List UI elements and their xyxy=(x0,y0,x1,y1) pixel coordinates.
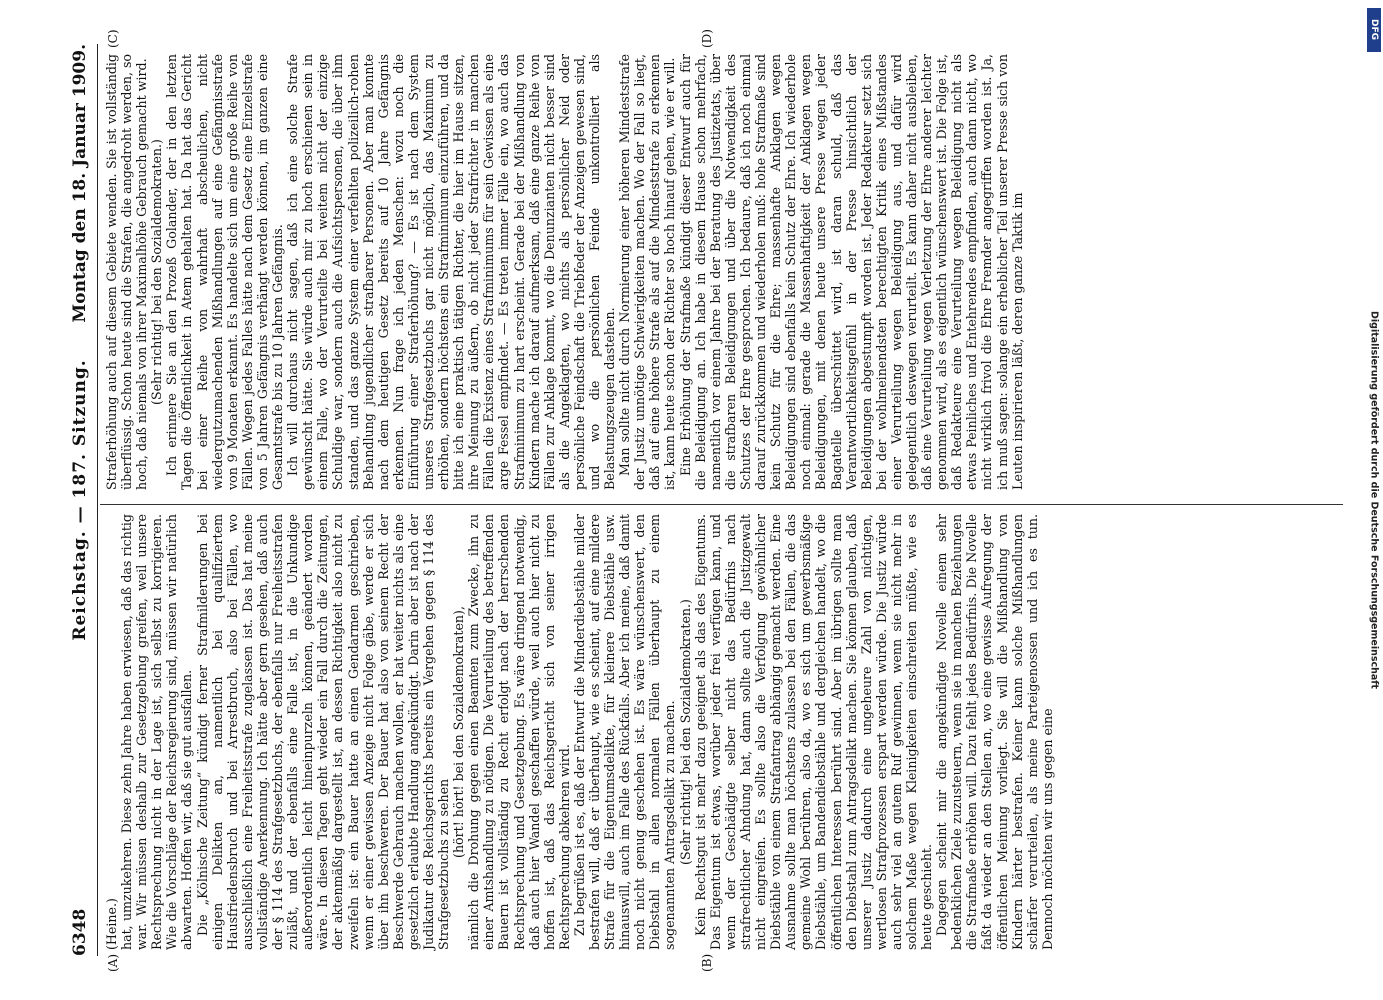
right-column-paragraph: Ich erinnere Sie an den Prozeß Golander, der in den letzten Tagen die Öffentlichkeit in Atem gehalten hat. Da hat das Gericht bei einer Reihe von wahrhaft abscheulichen, nicht wiedergutzumachenden Mißhandlungen auf eine Gefängnisstrafe von 9 Monaten erkannt. Es handelte sich um eine große Reihe von Fällen. Wegen jedes Falles hätte nach dem Gesetz eine Einzelstrafe von 5 Jahren Gefängnis verhängt werden können, im ganzen eine Gesamtstrafe bis zu 10 Jahren Gefängnis. xyxy=(164,54,286,490)
margin-marker-a: (A) xyxy=(106,953,120,972)
left-column-paragraph: Zu begrüßen ist es, daß der Entwurf die Minderdiebstähle milder bestrafen will, daß er überhaupt, wie es scheint, auf eine mildere Strafe für die Eigentumsdelikte, für kleinere Diebstähle usw. hinauswill, auch im Falle des Rückfalls. Aber ich meine, daß damit noch nicht genug geschehen ist. Es wäre wünschenswert, den Diebstahl in allen normalen Fällen überhaupt zu einem sogenannten Antragsdelikt zu machen. xyxy=(571,514,678,950)
left-column-paragraph: nämlich die Drohung gegen einen Beamten zum Zwecke, ihn zu einer Amtshandlung zu nötigen. Die Verurteilung des betreffenden Bauern ist vollständig zu Recht erfolgt nach der herrschenden Rechtsprechung und Gesetzgebung. Es wäre dringend notwendig, daß auch hier Wandel geschaffen würde, weil auch hier nicht zu hoffen ist, daß das Reichsgericht sich von seiner irrigen Rechtsprechung abkehren wird. xyxy=(466,514,572,950)
left-column xyxy=(104,514,1055,950)
left-column-paragraph: Dagegen scheint mir die angekündigte Novelle einem sehr bedenklichen Ziele zuzusteuern, wenn sie in manchen Beziehungen die Strafmaße erhöhen will. Dazu fehlt jedes Bedürfnis. Die Novelle faßt da wieder an den Stellen an, wo eine gewisse Aufregung der öffentlichen Meinung vorliegt. Sie will die Mißhandlung von Kindern härter bestrafen. Keiner kann solche Mißhandlungen schärfer verurteilen, als meine Parteigenossen und ich es tun. Dennoch möchten wir uns gegen eine xyxy=(934,514,1055,950)
session-title: Reichstag. — 187. Sitzung. xyxy=(70,359,90,641)
right-column-paragraph: Man sollte nicht durch Normierung einer höheren Mindeststrafe der Justiz unnötige Schwierigkeiten machen. Wo der Fall so liegt, daß auf eine höhere Strafe als auf die Mindeststrafe zu erkennen ist, kann heute schon der Richter so hoch hinauf gehen, wie er will. xyxy=(617,54,678,490)
margin-marker-d: (D) xyxy=(700,29,714,48)
left-column-paragraph: Kein Rechtsgut ist mehr dazu geeignet als das des Eigentums. Das Eigentum ist etwas, worüber jeder frei verfügen kann, und wenn der Geschädigte selber nicht das Bedürfnis nach strafrechtlicher Ahndung hat, dann sollte auch die Justizgewalt nicht eingreifen. Es sollte also die Verfolgung gewöhnlicher Diebstähle von einem Strafantrag abhängig gemacht werden. Eine Ausnahme sollte man höchstens zulassen bei den Fällen, die das gemeine Wohl berühren, also da, wo es sich um gewerbsmäßige Diebstähle, um Bandendiebstähle und dergleichen handelt, wo die öffentlichen Interessen berührt sind. Aber im übrigen sollte man den Diebstahl zum Antragsdelikt machen. Sie können glauben, daß unserer Justiz dadurch eine ungeheure Zahl von nichtigen, wertlosen Strafprozessen erspart werden würde. Die Justiz würde auch sehr viel an gutem Ruf gewinnen, wenn sie nicht mehr in solchem Maße wegen Kleinigkeiten einschreiten müßte, wie es heute geschieht. xyxy=(692,514,935,950)
margin-marker-c: (C) xyxy=(106,29,120,48)
session-date: Montag den 18. Januar 1909. xyxy=(70,44,90,323)
header-rule xyxy=(97,44,98,956)
column-divider xyxy=(100,504,1343,505)
left-column-paragraph: (Heine.) xyxy=(104,898,119,950)
dfg-logo xyxy=(1367,8,1381,52)
page-header xyxy=(70,44,96,956)
digitization-note-text: Digitalisierung gefördert durch die Deutsche Forschungsgemeinschaft xyxy=(1368,311,1380,689)
right-column xyxy=(104,54,1025,490)
margin-marker-b: (B) xyxy=(700,953,714,972)
digitization-note xyxy=(1365,0,1383,1000)
right-column-paragraph: Straferhöhung auch auf diesem Gebiete wenden. Sie ist vollständig überflüssig. Schon heute sind die Strafen, die angedroht werden, so hoch, daß niemals von ihrer Maximalhöhe Gebrauch gemacht wird. xyxy=(104,54,150,490)
right-column-paragraph: Ich will durchaus nicht sagen, daß ich eine solche Strafe gewünscht hätte. Sie würde auch mir zu hoch erschienen sein in einem Falle, wo der Verurteilte bei weitem nicht der einzige Schuldige war, sondern auch die Aufsichtspersonen, die über ihm standen, und das ganze System einer verfehlten polizeilich-rohen Behandlung jugendlicher strafbarer Personen. Aber man konnte nach dem heutigen Gesetz bereits auf 10 Jahre Gefängnis erkennen. Nun frage ich jeden Menschen: wozu noch die Einführung einer Straferhöhung? — Es ist nach dem System unseres Strafgesetzbuchs gar nicht möglich, das Maximum zu erhöhen, sondern höchstens ein Strafminimum einzuführen, und da bitte ich eine praktisch tätigen Richter, die hier im Hause sitzen, ihre Meinung zu äußern, ob nicht jeder Strafrichter in manchen Fällen die Existenz eines Strafminimums für sein Gewissen als eine arge Fessel empfindet. — Es treten immer Fälle ein, wo auch das Strafminimum zu hart erscheint. Gerade bei der Mißhandlung von Kindern mache ich darauf aufmerksam, daß eine ganze Reihe von Fällen zur Anklage kommt, wo die Denunzianten nicht besser sind als die Angeklagten, wo nichts als persönlicher Neid oder persönliche Feindschaft die Triebfeder der Anzeigen gewesen sind, und wo die persönlichen Feinde unkontrolliert als Belastungszeugen dastehen. xyxy=(285,54,618,490)
left-column-paragraph: Die „Kölnische Zeitung“ kündigt ferner Strafmilderungen bei einigen Delikten an, namentlich bei qualifiziertem Hausfriedensbruch und bei Arrestbruch, also bei Fällen, wo ausschließlich eine Freiheitsstrafe zugelassen ist. Das hat meine vollständige Anerkennung. Ich hätte aber gern gesehen, daß auch der § 114 des Strafgesetzbuchs, der ebenfalls nur Freiheitsstrafen zuläßt, und der ebenfalls eine Falle ist, in die Unkundige außerordentlich leicht hineinpurzeln können, geändert worden wäre. In diesen Tagen geht wieder ein Fall durch die Zeitungen, der aktenmäßig dargestellt ist, an dessen Richtigkeit also nicht zu zweifeln ist: ein Bauer hatte an einen Gendarmen geschrieben, wenn er einer gewissen Anzeige nicht Folge gäbe, werde er sich über ihn beschweren. Der Bauer hat also von seinem Recht der Beschwerde Gebrauch machen wollen, er hat weiter nichts als eine gesetzlich erlaubte Handlung angekündigt. Darin aber ist nach der Judikatur des Reichsgerichts bereits ein Vergehen gegen § 114 des Strafgesetzbuchs zu sehen xyxy=(194,514,452,950)
right-column-paragraph: (Sehr richtig! bei den Sozialdemokraten.) xyxy=(149,139,165,405)
left-column-paragraph: hat, umzukehren. Diese zehn Jahre haben erwiesen, daß das richtig war. Wir müssen deshalb zur Gesetzgebung greifen, weil unsere Rechtsprechung nicht in der Lage ist, sich selbst zu korrigieren. Wie die Vorschläge der Reichsregierung sind, müssen wir natürlich abwarten. Hoffen wir, daß sie gut ausfallen. xyxy=(119,514,195,950)
right-column-paragraph: Eine Erhöhung der Strafmaße kündigt dieser Entwurf auch für die Beleidigung an. Ich habe in diesem Hause schon mehrfach, namentlich vor einem Jahre bei der Beratung des Justizetats, über die strafbaren Beleidigungen und über die Notwendigkeit des Schutzes der Ehre gesprochen. Ich bedaure, daß ich noch einmal darauf zurückkommen und wiederholen muß: hohe Strafmaße sind kein Schutz für die Ehre; massenhafte Anklagen wegen Beleidigungen sind ebenfalls kein Schutz der Ehre. Ich wiederhole noch einmal: gerade die Massenhaftigkeit der Anklagen wegen Beleidigungen, mit denen heute unsere Presse wegen jeder Bagatelle überschüttet wird, ist daran schuld, daß das Verantwortlichkeitsgefühl in der Presse hinsichtlich der Beleidigungen abgestumpft worden ist. Jeder Redakteur setzt sich bei der wohlmeinendsten berechtigten Kritik eines Mißstandes einer Verurteilung wegen Beleidigung aus, und dafür wird gelegentlich deswegen verurteilt. Es kann daher nicht ausbleiben, daß eine Verurteilung wegen Verletzung der Ehre anderer leichter genommen wird, als es eigentlich wünschenswert ist. Die Folge ist, daß Redakteure eine Verurteilung wegen Beleidigung nicht als etwas Peinliches und Entehrendes empfinden, auch dann nicht, wo nicht wirklich frivol die Ehre Fremder angegriffen worden ist. Ja, ich muß sagen: solange ein erheblicher Teil unserer Presse sich von Leuten inspirieren läßt, deren ganze Taktik im xyxy=(677,54,1025,490)
left-column-paragraph: (Sehr richtig! bei den Sozialdemokraten.) xyxy=(677,599,693,865)
page-number: 6348 xyxy=(70,908,90,956)
left-column-paragraph: (hört! hört! bei den Sozialdemokraten), xyxy=(451,606,467,858)
dfg-logo-text: DFG xyxy=(1369,19,1379,41)
